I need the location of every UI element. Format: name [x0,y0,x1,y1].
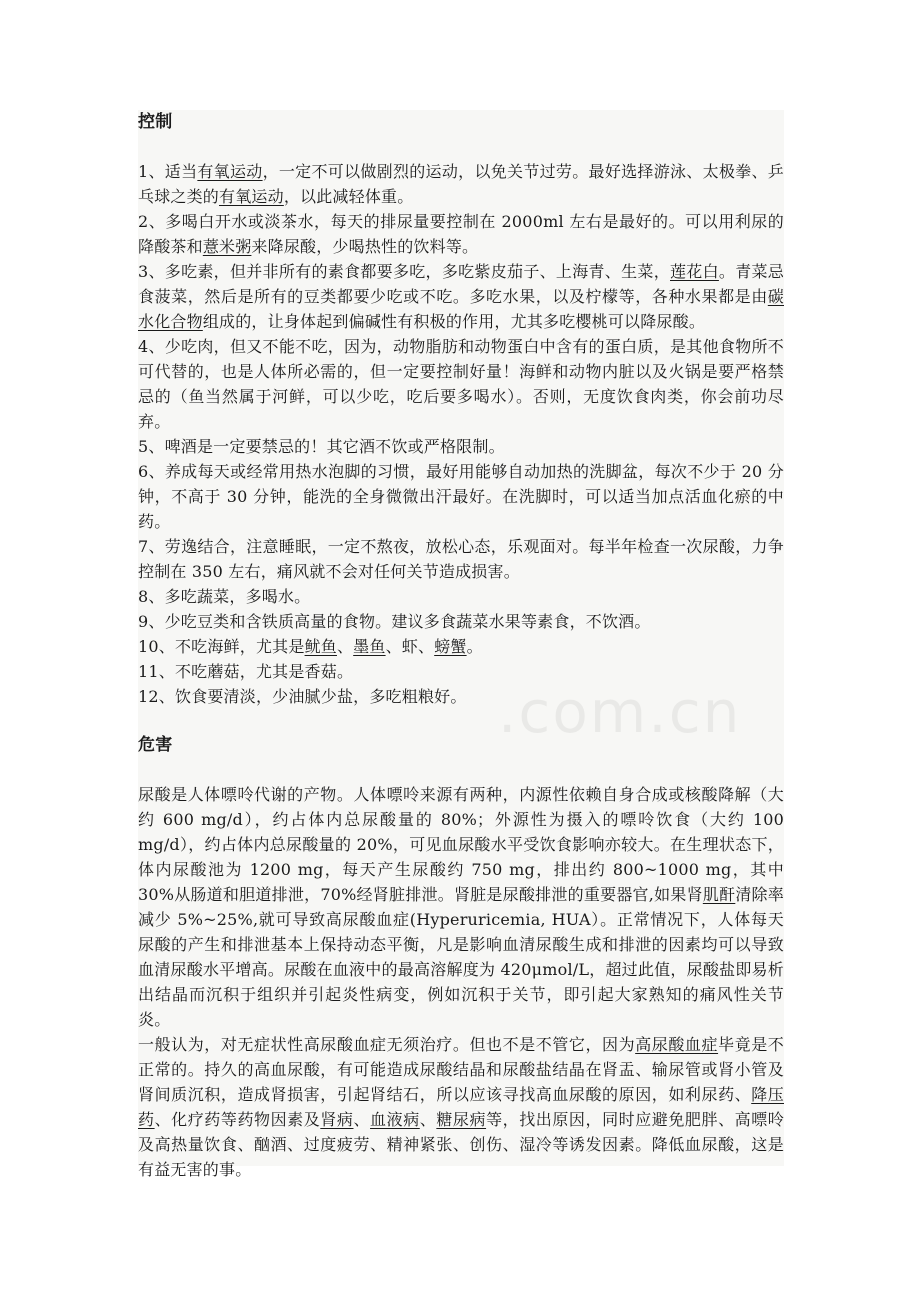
text-span: 7、劳逸结合，注意睡眠，一定不熬夜，放松心态，乐观面对。每半年检查一次尿酸，力争控制在 350 左右，痛风就不会对任何关节造成损害。 [138,537,784,581]
paragraph [138,584,784,609]
text-span: 毕竟是不正常的。持久的高血尿酸，有可能造成尿酸结晶和尿酸盐结晶在肾盂、输尿管或肾小管及肾间质沉积，造成肾损害，引起肾结石，所以应该寻找高血尿酸的原因，如利尿药、 [138,1035,784,1104]
paragraph [138,434,784,459]
keyword-link[interactable]: 糖尿病 [436,1110,487,1129]
paragraph [138,609,784,634]
section-heading: 控制 [138,112,173,132]
keyword-link[interactable]: 肾病 [320,1110,354,1129]
text-span: 、虾、 [385,637,435,656]
text-span: 6、养成每天或经常用热水泡脚的习惯，最好用能够自动加热的洗脚盆，每次不少于 20 分钟，不高于 30 分钟，能洗的全身微微出汗最好。在洗脚时，可以适当加点活血化瘀的中药。 [138,462,784,531]
text-span: ，一定不可以做剧烈的运动，以免关节过劳。最好选择游泳、太极拳、乒乓球之类的 [138,162,784,206]
keyword-link[interactable]: 有氧运动 [219,187,284,206]
text-span: 9、少吃豆类和含铁质高量的食物。建议多食蔬菜水果等素食，不饮酒。 [138,612,651,631]
keyword-link[interactable]: 血液病 [370,1110,420,1129]
paragraph [138,684,784,709]
keyword-link[interactable]: 高尿酸血症 [635,1035,719,1054]
text-span: 3、多吃素，但并非所有的素食都要多吃，多吃紫皮茄子、上海青、生菜， [138,262,670,281]
document-page [138,110,784,1179]
paragraph [138,534,784,584]
text-span: 尿酸是人体嘌呤代谢的产物。人体嘌呤来源有两种，内源性依赖自身合成或核酸降解（大约 600 mg/d），约占体内总尿酸量的 80%；外源性为摄入的嘌呤饮食（大约 100 mg/d），约占体内总尿酸量的 20%，可见血尿酸水平受饮食影响亦较大。在生理状态下，体内尿酸池为 1200 mg，每天产生尿酸约 750 mg，排出约 800~1000 mg，其中 30%从肠道和胆道排泄，70%经肾脏排泄。肾脏是尿酸排泄的重要器官,如果肾 [138,785,784,904]
paragraph [138,159,784,209]
text-span: 、 [353,1110,371,1129]
keyword-link[interactable]: 肌酐 [702,885,736,904]
text-span: 12、饮食要清淡，少油腻少盐，多吃粗粮好。 [138,687,467,706]
keyword-link[interactable]: 螃蟹 [434,637,467,656]
text-span: 一般认为，对无症状性高尿酸血症无须治疗。但也不是不管它，因为 [138,1035,636,1054]
paragraph [138,782,784,1032]
section-heading: 危害 [138,735,173,755]
text-span: 、化疗药等药物因素及 [154,1110,321,1129]
keyword-link[interactable]: 莲花白 [670,262,719,281]
text-span: 、 [419,1110,437,1129]
keyword-link[interactable]: 降压药 [138,1085,784,1129]
paragraph [138,334,784,434]
spacer [138,709,784,733]
document-content [138,110,784,1182]
text-span: 等，找出原因，同时应避免肥胖、高嘌呤及高热量饮食、酗酒、过度疲劳、精神紧张、创伤、湿冷等诱发因素。降低血尿酸，这是有益无害的事。 [138,1110,784,1179]
text-span: 10、不吃海鲜，尤其是 [138,637,305,656]
paragraph [138,459,784,534]
text-span: 。青菜忌食菠菜，然后是所有的豆类都要少吃或不吃。多吃水果，以及柠檬等，各种水果都是由 [138,262,784,306]
spacer [138,758,784,782]
watermark: .com.cn [498,678,742,746]
paragraph [138,259,784,334]
spacer [138,135,784,159]
paragraph [138,1032,784,1182]
text-span: 2、多喝白开水或淡茶水，每天的排尿量要控制在 2000ml 左右是最好的。可以用利尿的降酸茶和 [138,212,784,256]
text-span: 11、不吃蘑菇，尤其是香菇。 [138,662,354,681]
text-span: ，以此减轻体重。 [283,187,414,206]
text-span: 8、多吃蔬菜，多喝水。 [138,587,311,606]
text-span: 5、啤酒是一定要禁忌的！其它酒不饮或严格限制。 [138,437,505,456]
text-span: 清除率减少 5%~25%,就可导致高尿酸血症(Hyperuricemia, HUA）。正常情况下，人体每天尿酸的产生和排泄基本上保持动态平衡，凡是影响血清尿酸生成和排泄的因素均可以导致血清尿酸水平增高。尿酸在血液中的最高溶解度为 420μmol/L，超过此值，尿酸盐即易析出结晶而沉积于组织并引起炎性病变，例如沉积于关节，即引起大家熟知的痛风性关节炎。 [138,885,784,1029]
keyword-link[interactable]: 碳水化合物 [138,287,784,331]
keyword-link[interactable]: 有氧运动 [197,162,263,181]
text-span: 、 [336,637,354,656]
keyword-link[interactable]: 鱿鱼 [304,637,337,656]
text-span: 4、少吃肉，但又不能不吃，因为，动物脂肪和动物蛋白中含有的蛋白质，是其他食物所不可代替的，也是人体所必需的，但一定要控制好量！海鲜和动物内脏以及火锅是要严格禁忌的（鱼当然属于河鲜，可以少吃，吃后要多喝水）。否则，无度饮食肉类，你会前功尽弃。 [138,337,784,431]
paragraph [138,209,784,259]
text-span: 组成的，让身体起到偏碱性有积极的作用，尤其多吃樱桃可以降尿酸。 [202,312,706,331]
keyword-link[interactable]: 墨鱼 [353,637,386,656]
text-span: 1、适当 [138,162,198,181]
paragraph [138,634,784,659]
text-span: 来降尿酸，少喝热性的饮料等。 [251,237,479,256]
keyword-link[interactable]: 薏米粥 [202,237,252,256]
text-span: 。 [466,637,483,656]
paragraph [138,659,784,684]
